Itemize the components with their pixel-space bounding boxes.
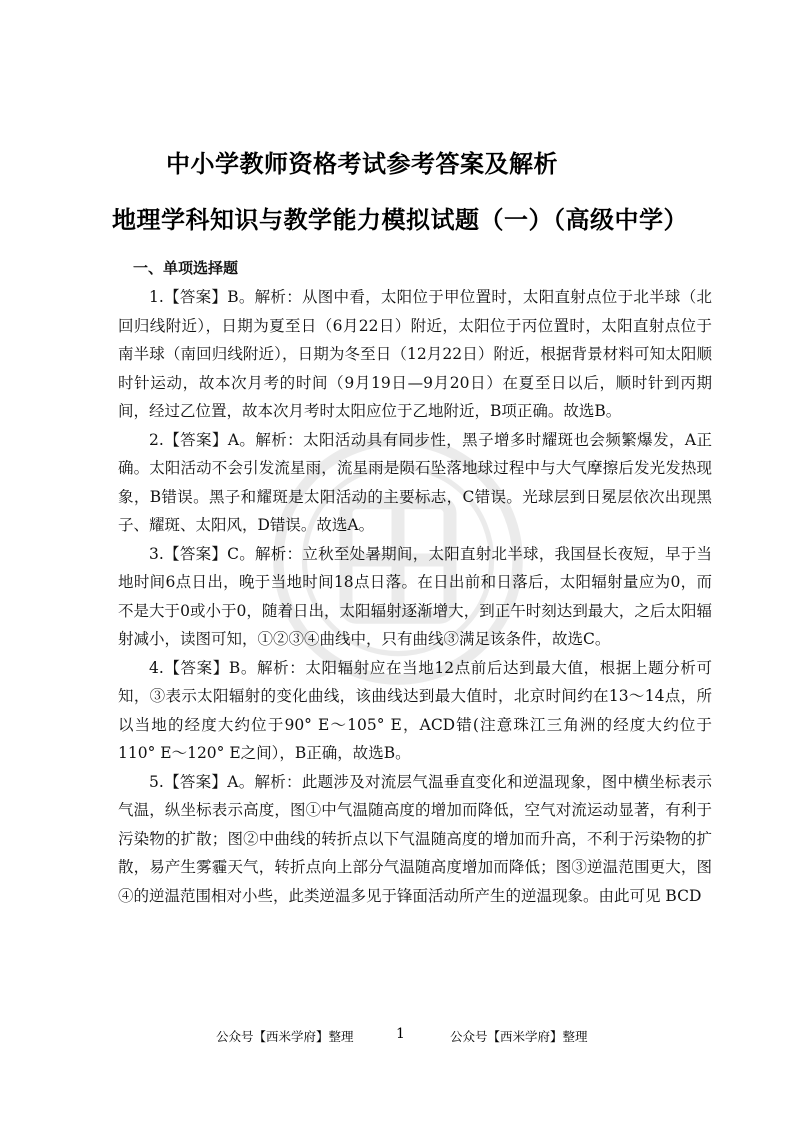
- answer-paragraph-5: 5.【答案】A。解析：此题涉及对流层气温垂直变化和逆温现象，图中横坐标表示气温，纵坐标表示高度，图①中气温随高度的增加而降低，空气对流运动显著，有利于污染物的扩散；图②中曲线的转折点以下气温随高度的增加而升高，不利于污染物的扩散，易产生雾霾天气，转折点向上部分气温随高度增加而降低；图③逆温范围更大，图④的逆温范围相对小些，此类逆温多见于锋面活动所产生的逆温现象。由此可见 BCD: [118, 772, 712, 905]
- answer-paragraph-1: 1.【答案】B。解析：从图中看，太阳位于甲位置时，太阳直射点位于北半球（北回归线附近），日期为夏至日（6月22日）附近，太阳位于丙位置时，太阳直射点位于南半球（南回归线附近），日期为冬至日（12月22日）附近，根据背景材料可知太阳顺时针运动，故本次月考的时间（9月19日—9月20日）在夏至日以后，顺时针到丙期间，经过乙位置，故本次月考时太阳应位于乙地附近，B项正确。故选B。: [118, 288, 712, 420]
- answer-paragraph-4: 4.【答案】B。解析：太阳辐射应在当地12点前后达到最大值，根据上题分析可知，③表示太阳辐射的变化曲线，该曲线达到最大值时，北京时间约在13～14点，所以当地的经度大约位于90° E～105° E，ACD错(注意珠江三角洲的经度大约位于110° E～120° E之间），B正确，故选B。: [118, 658, 712, 762]
- document-subtitle: 地理学科知识与教学能力模拟试题（一）（高级中学）: [112, 206, 688, 234]
- answer-paragraph-2: 2.【答案】A。解析：太阳活动具有同步性，黑子增多时耀斑也会频繁爆发，A正确。太阳活动不会引发流星雨，流星雨是陨石坠落地球过程中与大气摩擦后发光发热现象，B错误。黑子和耀斑是太阳活动的主要标志，C错误。光球层到日冕层依次出现黑子、耀斑、太阳风，D错误。故选A。: [118, 430, 712, 534]
- section-heading: 一、单项选择题: [133, 259, 239, 277]
- page-number: 1: [396, 1026, 405, 1042]
- answer-list: [118, 283, 712, 910]
- document-title: 中小学教师资格考试参考答案及解析: [166, 150, 558, 178]
- answer-paragraph-3: 3.【答案】C。解析：立秋至处暑期间，太阳直射北半球，我国昼长夜短，早于当地时间6点日出，晚于当地时间18点日落。在日出前和日落后，太阳辐射量应为0，而不是大于0或小于0，随着日出，太阳辐射逐渐增大，到正午时刻达到最大，之后太阳辐射减小，读图可知，①②③④曲线中，只有曲线③满足该条件，故选C。: [118, 544, 712, 648]
- page-footer: [0, 1027, 800, 1047]
- footer-left-text: 公众号【西米学府】整理: [216, 1029, 354, 1044]
- footer-right-text: 公众号【西米学府】整理: [450, 1029, 588, 1044]
